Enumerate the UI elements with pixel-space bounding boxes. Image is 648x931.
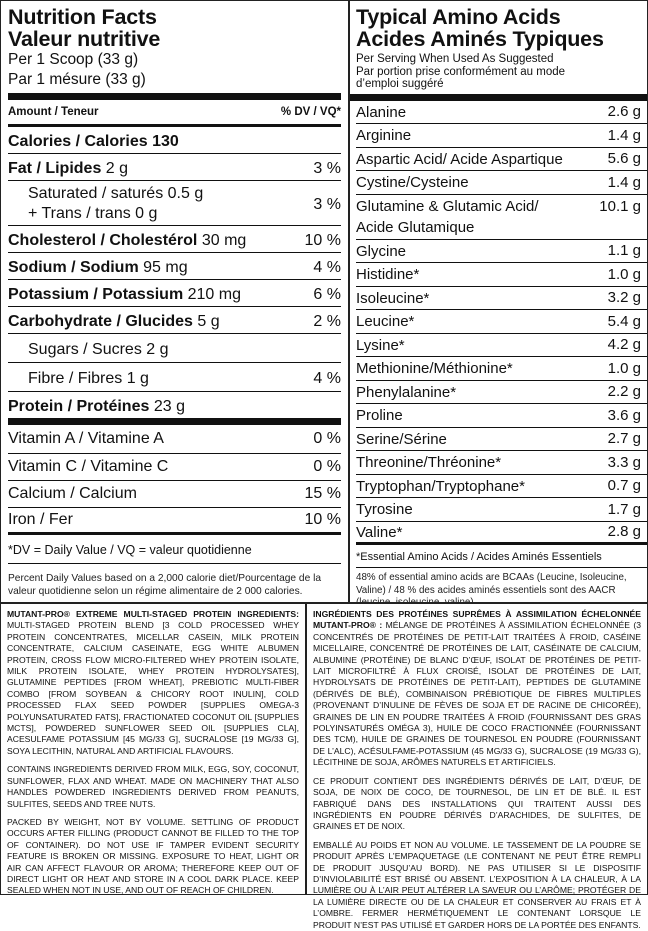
amino-acid-name: Alanine: [356, 103, 407, 121]
vitamin-name: Vitamin A / Vitamine A: [8, 430, 164, 447]
amino-acid-name: Tyrosine: [356, 501, 413, 519]
amino-acid-value: 1.1 g: [607, 242, 641, 260]
amino-acid-value: 2.8 g: [607, 523, 641, 541]
nutrition-title-fr: Valeur nutritive: [8, 27, 161, 51]
amino-acid-value: 2.7 g: [607, 430, 641, 448]
nutrient-row-sugars: [8, 334, 341, 363]
diet-footnote: Percent Daily Values based on a 2,000 calorie diet/Pourcentage de la valeur quotidienne selon un régime alimentaire de 2 000 calories.: [8, 573, 321, 597]
nutrient-row-fibre: [8, 363, 341, 392]
amino-acid-name: Threonine/Thréonine*: [356, 454, 502, 472]
amino-acid-value: 1.0 g: [607, 359, 641, 377]
nutrient-name: Carbohydrate / Glucides: [8, 312, 193, 330]
nutrient-name: Potassium / Potassium: [8, 285, 184, 303]
amino-subtitle-fr: Par portion prise conformément au mode d’emploi suggéré: [356, 65, 566, 90]
vitamin-dv: 0 %: [313, 458, 341, 475]
vitamin-name: Calcium / Calcium: [8, 485, 137, 502]
amino-acid-name: Cystine/Cysteine: [356, 174, 469, 192]
amino-acid-value: 0.7 g: [607, 477, 641, 495]
nutrient-amount: 95 mg: [138, 258, 188, 276]
vitamin-name: Vitamin C / Vitamine C: [8, 458, 169, 475]
essential-footnote: *Essential Amino Acids / Acides Aminés Essentiels: [356, 545, 647, 568]
nutrient-amount: 23 g: [149, 397, 185, 415]
amino-acid-name: [356, 195, 539, 238]
nutrient-dv: 3 %: [313, 195, 341, 213]
ingredients-en-paragraph: [7, 609, 299, 757]
nutrient-amount: 30 mg: [197, 231, 247, 249]
vitamin-dv: 15 %: [304, 485, 341, 502]
amino-acid-value: 1.7 g: [607, 500, 641, 518]
packing-en: PACKED BY WEIGHT, NOT BY VOLUME. SETTLING OF PRODUCT OCCURS AFTER FILLING (PRODUCT CANNOT BE FILLED TO THE TOP OF CONTAINER). DO NOT USE IF TAMPER EVIDENT SECURITY FEATURE IS BROKEN OR MISSING. EXPOSURE TO HEAT, LIGHT OR AIR CAN AFFECT FLAVOUR OR AROMA; THEREFORE KEEP OUT OF DIRECT LIGHT OR HEAT AND STORE IN A COOL DARK PLACE. KEEP SEALED WHEN NOT IN USE, AND OUT OF REACH OF CHILDREN.: [7, 816, 299, 896]
amino-acid-name: Proline: [356, 407, 403, 425]
amino-acid-value: 3.3 g: [607, 453, 641, 471]
nutrient-trans: + Trans / trans 0 g: [28, 205, 158, 222]
amino-acid-value: 1.0 g: [607, 265, 641, 283]
ingredients-en-panel: [0, 603, 306, 895]
amino-acid-name: Methionine/Méthionine*: [356, 360, 513, 378]
packing-fr: EMBALLÉ AU POIDS ET NON AU VOLUME. LE TASSEMENT DE LA POUDRE SE PRODUIT APRÈS L’EMPAQUETAGE (LE CONTENANT NE PEUT ÊTRE REMPLI DE PRODUIT JUSQU’AU BORD). NE PAS UTILISER SI LE DISPOSITIF D’INVIOLABILITÉ EST BRISÉ OU ABSENT. L’EXPOSITION À LA CHALEUR, À LA LUMIÈRE OU À L’AIR PEUT ALTÉRER LA SAVEUR OU L’ARÔME; PROTÉGER DE LA LUMIÈRE DIRECTE OU DE LA CHALEUR ET CONSERVER AU FRAIS ET À L’OMBRE. FERMER HERMÉTIQUEMENT LE CONTENANT LORSQUE LE PRODUIT N’EST PAS UTILISÉ ET GARDER HORS DE LA PORTÉE DES ENFANTS.: [313, 839, 641, 930]
amino-acid-value: 1.4 g: [607, 173, 641, 191]
calories-row: [8, 127, 341, 154]
bcaa-footnote: 48% of essential amino acids are BCAAs (Leucine, Isoleucine, Valine) / 48 % des acides aminés essentiels sont des AACR: [356, 572, 627, 596]
vitamin-name: Iron / Fer: [8, 511, 73, 528]
amino-acid-name-line2: Acide Glutamique: [356, 219, 475, 236]
amino-acid-row: [356, 171, 647, 195]
amino-acid-row: [356, 404, 647, 428]
nutrient-fibre: Fibre / Fibres 1 g: [28, 369, 149, 387]
nutrient-row-carbohydrate: [8, 307, 341, 334]
amino-acid-row: [356, 381, 647, 405]
nutrient-dv: 4 %: [313, 258, 341, 276]
nutrient-sugars: Sugars / Sucres 2 g: [28, 340, 169, 358]
nutrient-dv: 4 %: [313, 369, 341, 387]
vitamin-row-iron: [8, 508, 341, 535]
amino-acid-name: Phenylalanine*: [356, 383, 457, 401]
amino-acid-row: [356, 357, 647, 381]
nutrient-saturated: Saturated / saturés 0.5 g: [28, 185, 204, 202]
nutrient-name: Protein / Protéines: [8, 397, 150, 415]
amino-acid-value: 2.2 g: [607, 383, 641, 401]
nutrient-row-sodium: [8, 253, 341, 280]
amino-title-en: Typical Amino Acids: [356, 5, 561, 29]
amino-acid-row: [356, 101, 647, 125]
ingredients-fr-heading: INGRÉDIENTS DES PROTÉINES SUPRÊMES À ASSIMILATION ÉCHELONNÉE MUTANT-PRO® :: [313, 609, 641, 631]
amino-acid-name: Histidine*: [356, 266, 420, 284]
amino-acid-row: [356, 498, 647, 522]
nutrient-name: Sodium / Sodium: [8, 258, 139, 276]
nutrition-title-en: Nutrition Facts: [8, 5, 157, 29]
nutrient-amount: 2 g: [101, 159, 129, 177]
nutrition-header-row: [8, 100, 341, 127]
amino-acid-value: 5.4 g: [607, 312, 641, 330]
header-dv: % DV / VQ*: [280, 106, 341, 118]
vitamin-dv: 0 %: [313, 430, 341, 447]
nutrition-facts-panel: [0, 0, 349, 603]
amino-acid-row: [356, 124, 647, 148]
amino-acid-row: [356, 522, 647, 546]
nutrient-row-fat: [8, 154, 341, 181]
amino-acid-row: [356, 287, 647, 311]
amino-acid-name: Leucine*: [356, 313, 415, 331]
amino-acid-name: Serine/Sérine: [356, 430, 447, 448]
amino-acid-name: Glycine: [356, 242, 407, 260]
calories-text: Calories / Calories 130: [8, 132, 179, 150]
amino-acid-value: 2.6 g: [607, 103, 641, 121]
amino-acid-value: 4.2 g: [607, 336, 641, 354]
amino-acid-row: [356, 475, 647, 499]
amino-acid-name-line1: Glutamine & Glutamic Acid/: [356, 198, 539, 215]
amino-acid-row: [356, 334, 647, 358]
nutrient-dv: 3 %: [313, 159, 341, 177]
nutrient-row-saturated-trans: [8, 181, 341, 226]
nutrient-amount: 210 mg: [183, 285, 241, 303]
amino-acid-name: Valine*: [356, 523, 403, 541]
amino-acid-name: Aspartic Acid/ Acide Aspartique: [356, 150, 563, 168]
amino-acid-value: 3.6 g: [607, 406, 641, 424]
amino-acid-row: [356, 310, 647, 334]
amino-acid-value: 5.6 g: [607, 150, 641, 168]
vitamin-row-calcium: [8, 481, 341, 508]
ingredients-en-body: MULTI-STAGED PROTEIN BLEND [3 COLD PROCESSED WHEY PROTEIN CONCENTRATES, MICELLAR CASEIN, MILK PROTEIN CONCENTRATE, CALCIUM CASEINATE, EGG WHITE ALBUMEN PROTEIN, CROSS FLOW MICRO-FILTERED WHEY PROTEIN ISOLATE, MILK PROTEIN ISOLATE, WHEY PROTEIN HYDROLYSATES], GLUTAMINE PEPTIDES [FROM WHEAT], PREBIOTIC MULTI-FIBER COMBO [FROM SOYBEAN & CHICORY ROOT INULIN], COLD PROCESSED FLAX SEED POWDER [SUPPLIES OMEGA-3 POLYUNSATURATED FATS], FRACTIONATED COCONUT OIL [SUPPLIES MCTS], POWDERED SUNFLOWER SEED OIL [SUPPLIES CLA], ACESULFAME POTASSIUM [45 MG/33 G], SUCRALOSE [19 MG/33 G], SOYA LECITHIN, NATURAL AND ARTIFICIAL FLAVOURS.: [7, 620, 299, 756]
nutrient-name: Fat / Lipides: [8, 159, 102, 177]
dv-footnote: *DV = Daily Value / VQ = valeur quotidienne: [8, 535, 341, 564]
amino-acid-name: Isoleucine*: [356, 289, 430, 307]
nutrient-dv: 2 %: [313, 312, 341, 330]
amino-acid-name: Lysine*: [356, 336, 405, 354]
ingredients-fr-paragraph: [313, 609, 641, 769]
nutrient-row-potassium: [8, 280, 341, 307]
serving-size-en: Per 1 Scoop (33 g): [8, 51, 139, 68]
allergen-en: CONTAINS INGREDIENTS DERIVED FROM MILK, EGG, SOY, COCONUT, SUNFLOWER, FLAX AND WHEAT. MADE ON MACHINERY THAT ALSO HANDLES POWDERED INGREDIENTS DERIVED FROM PEANUTS, SULFITES, SEEDS AND TREE NUTS.: [7, 764, 299, 809]
amino-acid-row: [356, 148, 647, 172]
amino-acid-name: Tryptophan/Tryptophane*: [356, 477, 525, 495]
serving-size-fr: Par 1 mésure (33 g): [8, 70, 341, 100]
amino-acid-value: 1.4 g: [607, 126, 641, 144]
amino-acid-row: [356, 428, 647, 452]
allergen-fr: CE PRODUIT CONTIENT DES INGRÉDIENTS DÉRIVÉS DE LAIT, D’ŒUF, DE SOJA, DE NOIX DE COCO, DE TOURNESOL, DE LIN ET DE BLÉ. IL EST FABRIQUÉ DANS DES INSTALLATIONS QUI TRAITENT AUSSI DES INGRÉDIENTS EN POUDRE DÉRIVÉS D’ARACHIDES, DE SULFITES, DE GRAINES ET DE NOIX.: [313, 775, 641, 832]
amino-subtitle-en: Per Serving When Used As Suggested: [356, 53, 554, 65]
amino-acid-row: [356, 195, 647, 240]
nutrient-name: Cholesterol / Cholestérol: [8, 231, 198, 249]
amino-acid-row: [356, 263, 647, 287]
vitamin-row-c: [8, 454, 341, 481]
amino-acid-row: [356, 240, 647, 264]
amino-title-fr: Acides Aminés Typiques: [356, 27, 604, 51]
amino-acid-value: 10.1 g: [599, 197, 641, 215]
vitamin-dv: 10 %: [304, 511, 341, 528]
nutrient-row-cholesterol: [8, 226, 341, 253]
nutrient-dv: 6 %: [313, 285, 341, 303]
ingredients-fr-panel: [306, 603, 648, 930]
nutrient-row-protein: [8, 392, 341, 425]
amino-acid-value: 3.2 g: [607, 289, 641, 307]
amino-acid-row: [356, 451, 647, 475]
ingredients-en-heading: MUTANT-PRO® EXTREME MULTI-STAGED PROTEIN INGREDIENTS:: [7, 609, 299, 619]
vitamin-row-a: [8, 425, 341, 454]
amino-acid-name: Arginine: [356, 127, 412, 145]
amino-acids-panel: [349, 0, 648, 603]
nutrient-dv: 10 %: [304, 231, 341, 249]
amino-acid-list: [350, 94, 647, 546]
header-amount: Amount / Teneur: [8, 106, 99, 118]
nutrient-amount: 5 g: [192, 312, 220, 330]
ingredients-fr-body: MÉLANGE DE PROTÉINES À ASSIMILATION ÉCHELONNÉE (3 CONCENTRÉS DE PROTÉINES DE PETIT-LAIT TRAITÉES À FROID, CASÉINE MICELLAIRE, CONCENTRÉ DE PROTÉINES DE LAIT, CASÉINATE DE CALCIUM, ALBUMINE (PROTÉINE) DE BLANC D’ŒUF, ISOLAT DE PROTÉINES DE PETIT-LAIT MICROFILTRÉ À FLUX CROISÉ, ISOLAT DE PROTÉINES DE LAIT, HYDROLYSATS DE PROTÉINES DE PETIT-LAIT), PEPTIDES DE GLUTAMINE (DÉRIVÉS DE BLÉ), COMBINAISON PRÉBIOTIQUE DE FIBRES MULTIPLES (PROVENANT D’INULINE DE FÈVES DE SOJA ET DE RACINE DE CHICORÉE), GRAINES DE LIN EN POUDRE TRAITÉES À FROID (FOURNISSANT DES GRAS POLYINSATURÉS OMÉGA 3), HUILE DE COCO FRACTIONNÉE (FOURNISSANT DES TCM), HUILE DE GRAINES DE TOURNESOL EN POUDRE (FOURNISSANT DE L’ALC), ACÉSULFAME-POTASSIUM (45 MG/33 G), SUCRALOSE (19 MG/33 G), LÉCITHINE DE SOJA, ARÔMES NATURELS ET ARTIFICIELS.: [313, 620, 641, 768]
